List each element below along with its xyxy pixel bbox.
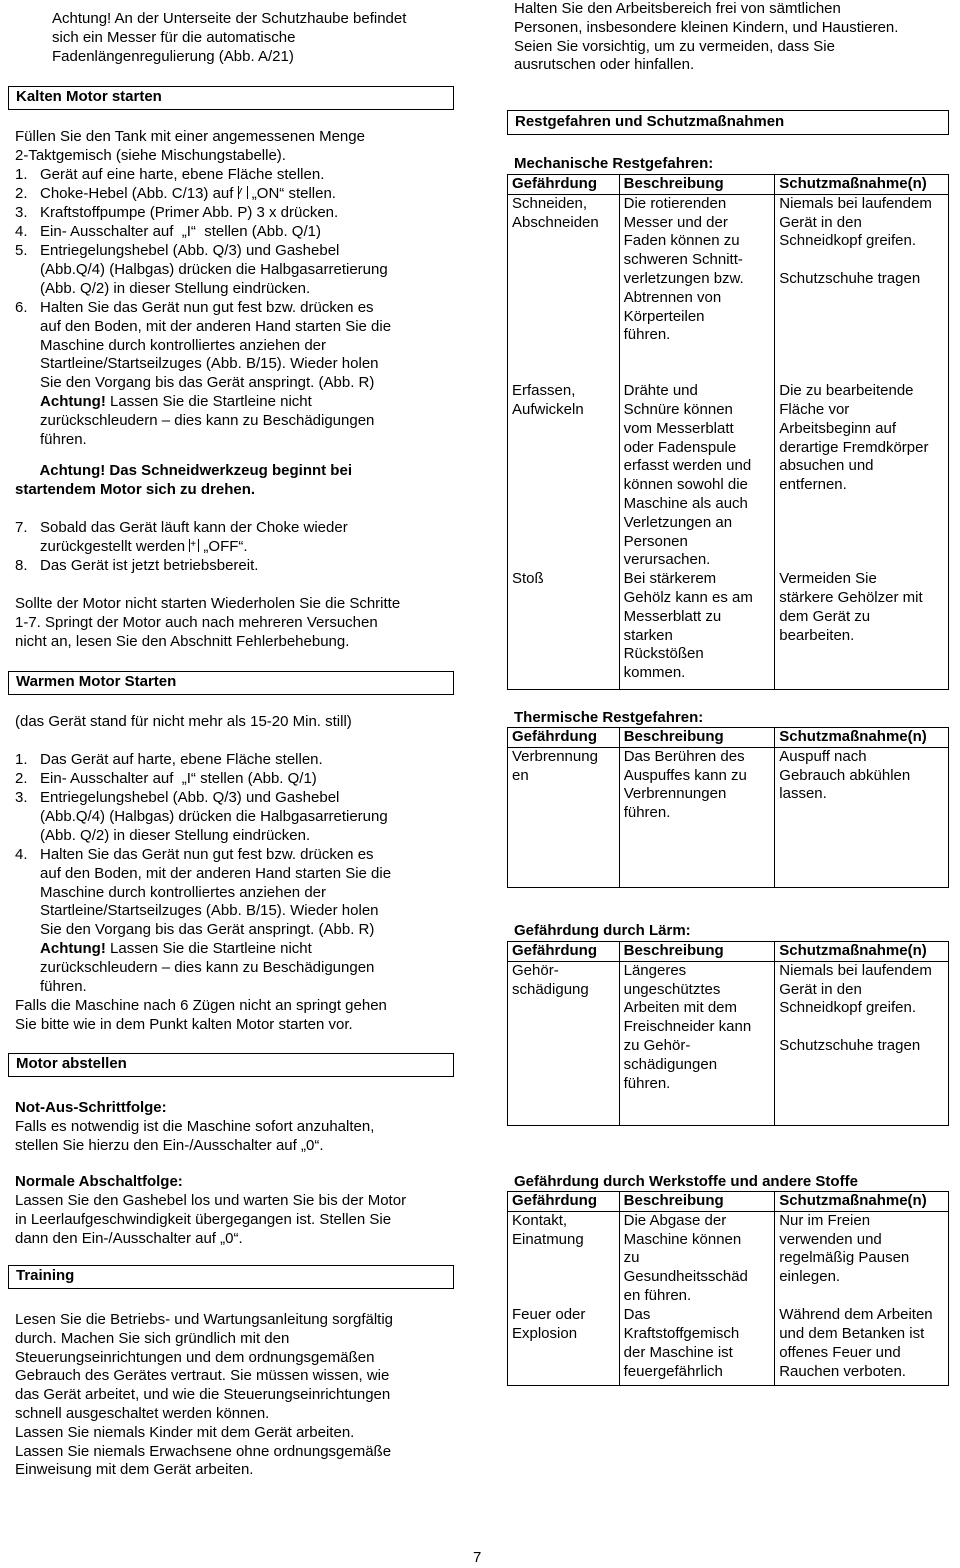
warm-outro: Falls die Maschine nach 6 Zügen nicht an springt gehen Sie bitte wie in dem Punkt kalten Motor starten vor.	[15, 997, 387, 1033]
heading-motor-abstellen: Motor abstellen	[8, 1053, 454, 1077]
table-row	[508, 194, 949, 382]
table-cell: Die zu bearbeitende Fläche vor Arbeitsbeginn auf derartige Fremdkörper absuchen und entfernen.	[775, 382, 949, 570]
notaus-title: Not-Aus-Schrittfolge:	[15, 1099, 167, 1116]
col-beschreibung: Beschreibung	[619, 175, 775, 195]
mech-table-header	[508, 175, 949, 195]
col-beschreibung: Beschreibung	[619, 1192, 775, 1212]
therm-title: Thermische Restgefahren:	[514, 709, 704, 726]
table-row	[508, 382, 949, 570]
table-cell: Feuer oder Explosion	[508, 1306, 620, 1385]
table-cell: Das Kraftstoffgemisch der Maschine ist feuergefährlich	[619, 1306, 775, 1385]
col-gefaehrdung: Gefährdung	[508, 175, 620, 195]
kalt-step-4: 4. Ein- Ausschalter auf „I“ stellen (Abb. Q/1)	[15, 223, 321, 240]
table-cell: Auspuff nach Gebrauch abkühlen lassen.	[775, 747, 949, 887]
warm-step-2: 2. Ein- Ausschalter auf „I“ stellen (Abb. Q/1)	[15, 770, 317, 787]
table-cell: Während dem Arbeiten und dem Betanken ist offenes Feuer und Rauchen verboten.	[775, 1306, 949, 1385]
col-beschreibung: Beschreibung	[619, 728, 775, 748]
mech-table	[507, 174, 949, 690]
therm-table	[507, 727, 949, 888]
table-cell: Vermeiden Sie stärkere Gehölzer mit dem Gerät zu bearbeiten.	[775, 570, 949, 689]
normal-text: Lassen Sie den Gashebel los und warten Sie bis der Motor in Leerlaufgeschwindigkeit übergegangen ist. Stellen Sie dann den Ein-/Ausschalter auf „0“.	[15, 1192, 407, 1247]
choke-off-icon	[189, 539, 199, 552]
choke-on-icon	[238, 186, 248, 199]
table-cell: Das Berühren des Auspuffes kann zu Verbrennungen führen.	[619, 747, 775, 887]
warm-step-4: 4. Halten Sie das Gerät nun gut fest bzw. drücken es auf den Boden, mit der anderen Hand starten Sie die Maschine durch kontrolliertes anziehen der Startleine/Startseilzuges (Abb. B/15). Wieder holen Sie den Vorgang bis das Gerät anspringt. (Abb. R)	[15, 846, 392, 939]
material-table	[507, 1191, 949, 1386]
noise-table	[507, 941, 949, 1126]
table-cell: Die Abgase der Maschine können zu Gesundheitsschäd en führen.	[619, 1211, 775, 1306]
kalt-step-2: 2. Choke-Hebel (Abb. C/13) auf „ON“ stellen.	[15, 185, 336, 202]
kalt-step-3: 3. Kraftstoffpumpe (Primer Abb. P) 3 x drücken.	[15, 204, 339, 221]
notaus-text: Falls es notwendig ist die Maschine sofort anzuhalten, stellen Sie hierzu den Ein-/Ausschalter auf „0“.	[15, 1118, 375, 1154]
heading-kalten-motor: Kalten Motor starten	[8, 86, 454, 110]
heading-restgefahren: Restgefahren und Schutzmaßnahmen	[507, 110, 949, 135]
table-cell: Bei stärkerem Gehölz kann es am Messerblatt zu starken Rückstößen kommen.	[619, 570, 775, 689]
table-cell: Verbrennung en	[508, 747, 620, 887]
right-intro: Halten Sie den Arbeitsbereich frei von sämtlichen Personen, insbesondere kleinen Kindern, und Haustieren. Seien Sie vorsichtig, um zu vermeiden, dass Sie ausrutschen oder hinfallen.	[514, 0, 899, 74]
page-number: 7	[473, 1549, 482, 1566]
col-schutzmassnahme: Schutzmaßnahme(n)	[775, 942, 949, 962]
table-cell: Nur im Freien verwenden und regelmäßig Pausen einlegen.	[775, 1211, 949, 1306]
kalt-step-6-warning: Achtung! Lassen Sie die Startleine nicht zurückschleudern – dies kann zu Beschädigungen führen.	[40, 393, 375, 448]
kalt-warning-cutter: Achtung! Das Schneidwerkzeug beginnt bei startendem Motor sich zu drehen.	[15, 462, 352, 498]
warning-intro: Achtung! An der Unterseite der Schutzhaube befindet sich ein Messer für die automatische Fadenlängenregulierung (Abb. A/21)	[52, 10, 407, 65]
table-cell: Längeres ungeschütztes Arbeiten mit dem Freischneider kann zu Gehör- schädigungen führen.	[619, 961, 775, 1125]
table-cell: Niemals bei laufendem Gerät in den Schneidkopf greifen. Schutzschuhe tragen	[775, 194, 949, 382]
kalt-step-8: 8. Das Gerät ist jetzt betriebsbereit.	[15, 557, 259, 574]
kalt-step-6: 6. Halten Sie das Gerät nun gut fest bzw. drücken es auf den Boden, mit der anderen Hand starten Sie die Maschine durch kontrolliertes anziehen der Startleine/Startseilzuges (Abb. B/15). Wieder holen Sie den Vorgang bis das Gerät anspringt. (Abb. R)	[15, 299, 392, 392]
table-cell: Niemals bei laufendem Gerät in den Schneidkopf greifen. Schutzschuhe tragen	[775, 961, 949, 1125]
warm-step-3: 3. Entriegelungshebel (Abb. Q/3) und Gashebel (Abb.Q/4) (Halbgas) drücken die Halbgasarretierung (Abb. Q/2) in dieser Stellung eindrücken.	[15, 789, 388, 844]
material-table-header	[508, 1192, 949, 1212]
table-cell: Stoß	[508, 570, 620, 689]
warm-step-4-warning: Achtung! Lassen Sie die Startleine nicht zurückschleudern – dies kann zu Beschädigungen führen.	[40, 940, 375, 995]
training-text: Lesen Sie die Betriebs- und Wartungsanleitung sorgfältig durch. Machen Sie sich gründlich mit den Steuerungseinrichtungen und dem ordnungsgemäßen Gebrauch des Gerätes vertraut. Sie müssen wissen, wie das Gerät arbeitet, und wie die Steuerungseinrichtungen schnell ausgeschaltet werden können. Lassen Sie niemals Kinder mit dem Gerät arbeiten. Lassen Sie niemals Erwachsene ohne ordnungsgemäße Einweisung mit dem Gerät arbeiten.	[15, 1311, 394, 1479]
table-row	[508, 1211, 949, 1306]
kalt-outro: Sollte der Motor nicht starten Wiederholen Sie die Schritte 1-7. Springt der Motor auch nach mehreren Versuchen nicht an, lesen Sie den Abschnitt Fehlerbehebung.	[15, 595, 401, 650]
heading-warmen-motor: Warmen Motor Starten	[8, 671, 454, 695]
col-gefaehrdung: Gefährdung	[508, 1192, 620, 1212]
table-row	[508, 747, 949, 887]
table-row	[508, 570, 949, 689]
col-schutzmassnahme: Schutzmaßnahme(n)	[775, 175, 949, 195]
kalt-step-7: 7. Sobald das Gerät läuft kann der Choke wieder zurückgestellt werden + „OFF“.	[15, 519, 348, 557]
kalt-step-5: 5. Entriegelungshebel (Abb. Q/3) und Gashebel (Abb.Q/4) (Halbgas) drücken die Halbgasarretierung (Abb. Q/2) in dieser Stellung eindrücken.	[15, 242, 388, 297]
kalt-intro: Füllen Sie den Tank mit einer angemessenen Menge 2-Taktgemisch (siehe Mischungstabelle).	[15, 128, 365, 164]
col-schutzmassnahme: Schutzmaßnahme(n)	[775, 1192, 949, 1212]
mech-title: Mechanische Restgefahren:	[514, 155, 714, 172]
noise-title: Gefährdung durch Lärm:	[514, 922, 691, 939]
noise-table-header	[508, 942, 949, 962]
heading-training: Training	[8, 1265, 454, 1289]
table-cell: Kontakt, Einatmung	[508, 1211, 620, 1306]
table-cell: Schneiden, Abschneiden	[508, 194, 620, 382]
material-title: Gefährdung durch Werkstoffe und andere Stoffe	[514, 1173, 858, 1190]
table-row	[508, 961, 949, 1125]
normal-title: Normale Abschaltfolge:	[15, 1173, 183, 1190]
warm-step-1: 1. Das Gerät auf harte, ebene Fläche stellen.	[15, 751, 323, 768]
col-schutzmassnahme: Schutzmaßnahme(n)	[775, 728, 949, 748]
kalt-step-1: 1. Gerät auf eine harte, ebene Fläche stellen.	[15, 166, 325, 183]
table-cell: Die rotierenden Messer und der Faden können zu schweren Schnitt- verletzungen bzw. Abtrennen von Körperteilen führen.	[619, 194, 775, 382]
table-cell: Erfassen, Aufwickeln	[508, 382, 620, 570]
table-cell: Drähte und Schnüre können vom Messerblatt oder Fadenspule erfasst werden und können sowohl die Maschine als auch Verletzungen an Personen verursachen.	[619, 382, 775, 570]
col-gefaehrdung: Gefährdung	[508, 728, 620, 748]
col-gefaehrdung: Gefährdung	[508, 942, 620, 962]
therm-table-header	[508, 728, 949, 748]
col-beschreibung: Beschreibung	[619, 942, 775, 962]
table-cell: Gehör- schädigung	[508, 961, 620, 1125]
warm-intro: (das Gerät stand für nicht mehr als 15-20 Min. still)	[15, 713, 352, 730]
table-row	[508, 1306, 949, 1385]
